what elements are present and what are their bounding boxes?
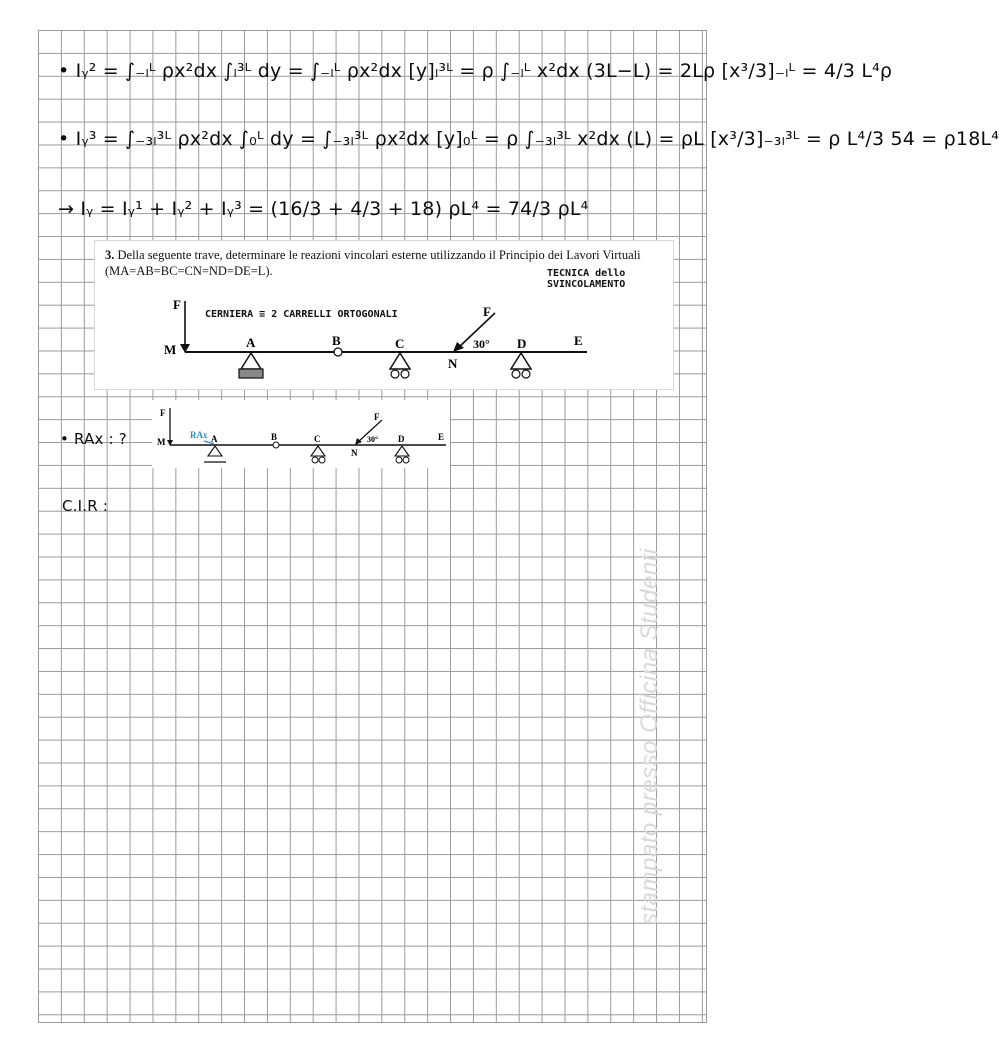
- label-f-left: F: [173, 297, 181, 312]
- hinge-base-a: [239, 369, 263, 378]
- label-n: N: [448, 356, 458, 371]
- small-wheel-d2: [403, 457, 409, 463]
- problem-number: 3.: [105, 248, 115, 262]
- equation-line-3: → Iᵧ = Iᵧ¹ + Iᵧ² + Iᵧ³ = (16/3 + 4/3 + 18) ρL⁴ = 74/3 ρL⁴: [58, 198, 589, 220]
- small-support-d: [395, 446, 409, 456]
- problem-box: [94, 240, 674, 390]
- equation-line-2: • Iᵧ³ = ∫₋₃ₗ³ᴸ ρx²dx ∫₀ᴸ dy = ∫₋₃ₗ³ᴸ ρx²dx [y]₀ᴸ = ρ ∫₋₃ₗ³ᴸ x²dx (L) = ρL [x³/3]₋₃ₗ³ᴸ = ρ L⁴/3 54 = ρ18L⁴: [58, 128, 999, 150]
- small-label-f-left: F: [160, 408, 166, 418]
- label-a: A: [246, 335, 256, 350]
- label-m: M: [164, 342, 177, 357]
- grid-paper: [38, 30, 707, 1023]
- small-label-b: B: [271, 432, 278, 442]
- label-angle: 30°: [473, 337, 490, 351]
- small-label-angle: 30°: [367, 435, 379, 444]
- beam-diagram: [95, 241, 673, 389]
- roller-wheel-c1: [391, 370, 399, 378]
- roller-wheel-c2: [401, 370, 409, 378]
- small-label-n: N: [351, 448, 358, 458]
- cir-note: C.I.R :: [62, 497, 109, 515]
- small-label-d: D: [398, 434, 405, 444]
- small-label-rax: RAx: [190, 430, 208, 440]
- hinge-support-a: [241, 353, 261, 369]
- small-wheel-d1: [396, 457, 402, 463]
- small-beam-diagram: [152, 400, 450, 468]
- internal-hinge-b: [334, 348, 342, 356]
- equation-line-1: • Iᵧ² = ∫₋ₗᴸ ρx²dx ∫ₗ³ᴸ dy = ∫₋ₗᴸ ρx²dx [y]ₗ³ᴸ = ρ ∫₋ₗᴸ x²dx (3L−L) = 2Lρ [x³/3]₋ₗᴸ = 4/3 L⁴ρ: [58, 60, 893, 82]
- roller-wheel-d1: [512, 370, 520, 378]
- small-label-e: E: [438, 432, 445, 442]
- small-support-c: [311, 446, 325, 456]
- label-e: E: [574, 333, 583, 348]
- small-label-a: A: [211, 434, 218, 444]
- label-c: C: [395, 336, 405, 351]
- small-support-a: [208, 446, 222, 456]
- hinge-note: CERNIERA ≡ 2 CARRELLI ORTOGONALI: [205, 309, 398, 320]
- technique-note-line2: SVINCOLAMENTO: [547, 279, 626, 290]
- label-f-inclined: F: [483, 304, 491, 319]
- roller-support-d: [511, 353, 531, 369]
- problem-text: Della seguente trave, determinare le reazioni vincolari esterne utilizzando il Principio dei Lavori Virtuali (MA=AB=BC=CN=ND=DE=L).: [105, 248, 641, 278]
- label-b: B: [332, 333, 341, 348]
- roller-wheel-d2: [522, 370, 530, 378]
- small-label-c: C: [314, 434, 321, 444]
- roller-support-c: [390, 353, 410, 369]
- small-beam-diagram-box: [152, 400, 450, 468]
- technique-note-line1: TECNICA dello: [547, 268, 626, 279]
- small-label-m: M: [157, 437, 166, 447]
- label-d: D: [517, 336, 527, 351]
- small-wheel-c1: [312, 457, 318, 463]
- small-label-f-inclined: F: [374, 412, 380, 422]
- small-hinge-b: [273, 442, 279, 448]
- watermark: stampato presso Officina Studenti: [636, 548, 663, 925]
- rax-note: • RAx : ?: [60, 430, 127, 448]
- small-wheel-c2: [319, 457, 325, 463]
